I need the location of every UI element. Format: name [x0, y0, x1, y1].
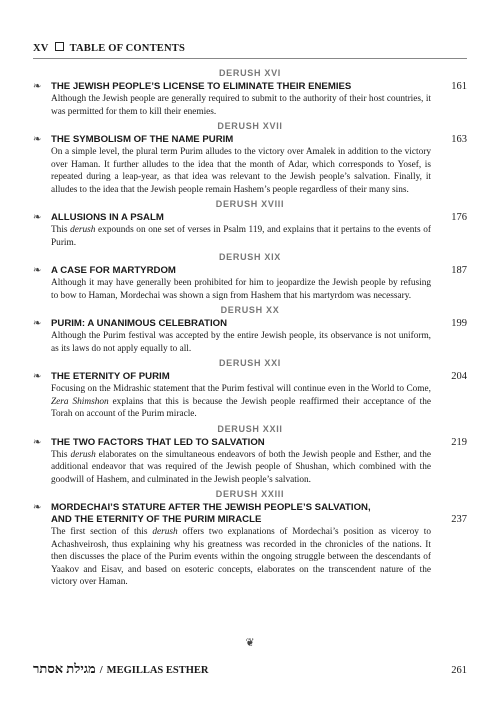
entry-title[interactable]	[51, 212, 437, 224]
entry-page-number[interactable]: 187	[451, 265, 467, 276]
derush-heading: DERUSH XX	[220, 305, 280, 315]
entry-description: The first section of this derush offers two explanations of Mordechai’s position as viceroy to Achashveirosh, thus explaining why his greatness was recorded in the chronicles of the nations. It then discusses the place of the Purim events within the ongoing struggle between the descendants of Yaakov and Eisav, and based on esoteric concepts, elaborates on the transcendent nature of the victory over Haman.	[51, 527, 431, 587]
entry-title-line: ALLUSIONS IN A PSALM	[51, 212, 164, 223]
derush-heading: DERUSH XVII	[217, 121, 283, 131]
entry-title-row	[33, 265, 467, 277]
entry-page-number[interactable]: 176	[451, 212, 467, 223]
toc-entry[interactable]	[33, 265, 467, 302]
footer-page-number: 261	[451, 665, 467, 676]
footer-separator: /	[99, 665, 103, 676]
derush-heading: DERUSH XVI	[218, 68, 281, 78]
header-title: TABLE OF CONTENTS	[69, 43, 186, 54]
derush-heading: DERUSH XXIII	[215, 489, 285, 499]
entry-title[interactable]	[51, 502, 437, 526]
toc-entry[interactable]	[33, 437, 467, 487]
entry-title-line: THE SYMBOLISM OF THE NAME PURIM	[51, 134, 234, 145]
entry-page-number[interactable]: 204	[451, 371, 467, 382]
entry-page-number[interactable]: 219	[451, 436, 467, 448]
entry-title-row	[33, 371, 467, 383]
header-page-number: XV	[33, 43, 49, 54]
derush-heading: DERUSH XIX	[218, 252, 281, 262]
entry-description: Although it may have generally been prohibited for him to jeopardize the Jewish people by refusing to bow to Haman, Mordechai was shown a sign from Hashem that his martyrdom was necessary.	[51, 278, 431, 301]
toc-entry[interactable]	[33, 81, 467, 118]
fleuron-icon: ❧	[33, 265, 42, 276]
entry-description: Although the Jewish people are generally required to submit to the authority of their host countries, it was permitted for them to kill their enemies.	[51, 94, 431, 117]
entry-description: On a simple level, the plural term Purim alludes to the victory over Amalek in addition to the victory over Haman. It further alludes to the idea that the month of Adar, which corresponds to Yosef, is repeated during a leap-year, as that idea was relevant to the Jewish people’s salvation. Finally, it alludes to the idea that the Jewish people remain Hashem’s people regardless of their many sins.	[51, 147, 431, 195]
entry-title-row	[33, 318, 467, 330]
entry-description: Focusing on the Midrashic statement that the Purim festival will continue even in the World to Come, Zera Shimshon explains that this is because the Jewish people reaffirmed their acceptance of the Torah on account of the Purim miracle.	[51, 384, 431, 419]
entry-description: Although the Purim festival was accepted by the entire Jewish people, its observance is not uniform, as its laws do not apply equally to all.	[51, 331, 431, 354]
ornament-icon: ❦	[245, 637, 255, 649]
fleuron-icon: ❧	[33, 318, 42, 329]
entry-title-line: THE ETERNITY OF PURIM	[51, 371, 170, 382]
toc-entry[interactable]	[33, 371, 467, 421]
fleuron-icon: ❧	[33, 212, 42, 223]
fleuron-icon: ❧	[33, 81, 42, 92]
entry-title-line: THE JEWISH PEOPLE’S LICENSE TO ELIMINATE THEIR ENEMIES	[51, 81, 352, 92]
entry-description: This derush elaborates on the simultaneous endeavors of both the Jewish people and Esther, and the additional endeavor that was required of the Jewish people of Shushan, which combined with the goodwill of Hashem, and culminated in the Jewish people’s salvation.	[51, 449, 431, 485]
entry-description: This derush expounds on one set of verses in Psalm 119, and explains that it pertains to the events of Purim.	[51, 225, 431, 248]
entry-title[interactable]	[51, 134, 437, 146]
table-of-contents	[33, 66, 467, 592]
entry-title[interactable]	[51, 437, 437, 449]
fleuron-icon: ❧	[33, 502, 42, 513]
entry-title[interactable]	[51, 81, 437, 93]
entry-title[interactable]	[51, 265, 437, 277]
toc-entry[interactable]	[33, 134, 467, 196]
entry-title[interactable]	[51, 318, 437, 330]
square-ornament-icon	[55, 42, 64, 51]
entry-title-line: A CASE FOR MARTYRDOM	[51, 265, 176, 276]
entry-title-row	[33, 437, 467, 449]
entry-title-line: MORDECHAI’S STATURE AFTER THE JEWISH PEOPLE’S SALVATION,	[51, 502, 371, 513]
toc-entry[interactable]	[33, 502, 467, 589]
entry-page-number[interactable]: 237	[451, 514, 467, 525]
derush-heading: DERUSH XVIII	[215, 199, 285, 209]
entry-title-row	[33, 212, 467, 224]
fleuron-icon: ❧	[33, 134, 42, 145]
footer-hebrew-title: מגילת אסתר	[33, 661, 96, 676]
entry-title-row	[33, 502, 467, 526]
entry-title-line: THE TWO FACTORS THAT LED TO SALVATION	[51, 436, 265, 448]
running-header	[33, 42, 467, 59]
derush-heading: DERUSH XXII	[217, 423, 283, 434]
entry-title[interactable]	[51, 371, 437, 383]
footer-title: MEGILLAS ESTHER	[106, 665, 209, 676]
fleuron-icon: ❧	[33, 371, 42, 382]
toc-entry[interactable]	[33, 318, 467, 355]
entry-title-line: PURIM: A UNANIMOUS CELEBRATION	[51, 318, 228, 329]
fleuron-icon: ❧	[33, 436, 42, 448]
running-footer	[33, 661, 467, 677]
entry-page-number[interactable]: 163	[451, 134, 467, 145]
entry-title-row	[33, 81, 467, 93]
entry-title-row	[33, 134, 467, 146]
toc-entry[interactable]	[33, 212, 467, 249]
entry-page-number[interactable]: 161	[451, 81, 467, 92]
entry-page-number[interactable]: 199	[451, 318, 467, 329]
derush-heading: DERUSH XXI	[218, 358, 281, 368]
entry-title-line: AND THE ETERNITY OF THE PURIM MIRACLE	[51, 514, 262, 525]
